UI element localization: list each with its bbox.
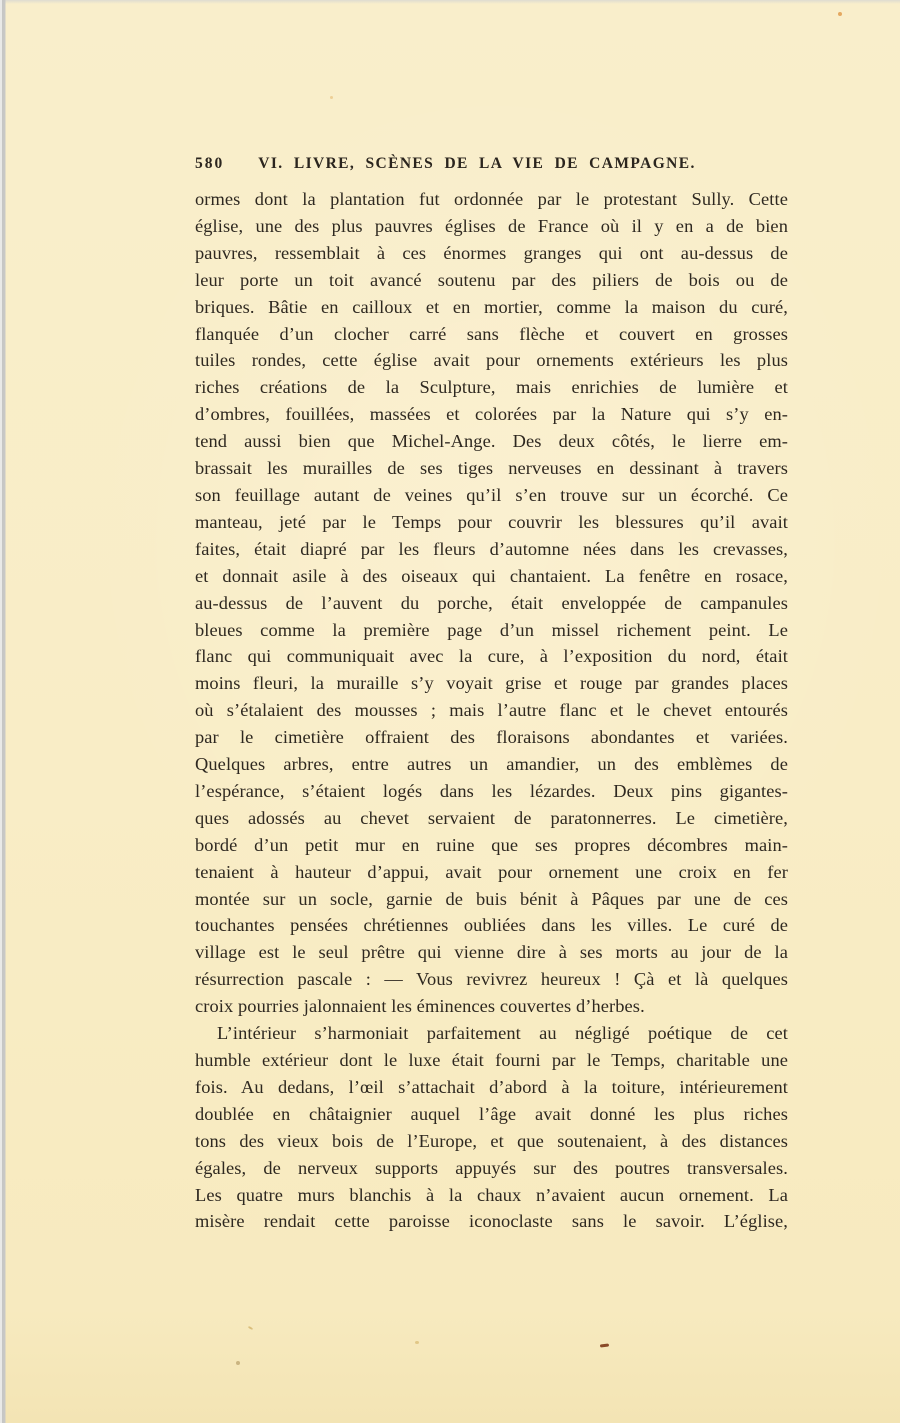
text-line: tenaient à hauteur d’appui, avait pour ornement une croix en fer	[195, 861, 788, 882]
page-edge-top	[0, 0, 900, 4]
paper-speck	[236, 1361, 240, 1365]
text-line: ormes dont la plantation fut ordonnée par le protestant Sully. Cette	[195, 189, 788, 209]
text-line: flanquée d’un clocher carré sans flèche et couvert en grosses	[195, 323, 788, 344]
text-line: touchantes pensées chrétiennes oubliées dans les villes. Le curé de	[195, 915, 788, 936]
text-line: par le cimetière offraient des floraisons abondantes et variées.	[195, 727, 788, 748]
text-line: moins fleuri, la muraille s’y voyait grise et rouge par grandes places	[195, 673, 788, 694]
text-line: tend aussi bien que Michel-Ange. Des deux côtés, le lierre em-	[195, 431, 788, 452]
paper-speck	[838, 12, 842, 16]
text-line: ques adossés au chevet servaient de paratonnerres. Le cimetière,	[195, 807, 788, 828]
text-line: fois. Au dedans, l’œil s’attachait d’abord à la toiture, intérieurement	[195, 1076, 788, 1097]
text-line: pauvres, ressemblait à ces énormes granges qui ont au-dessus de	[195, 242, 788, 263]
text-line: et donnait asile à des oiseaux qui chantaient. La fenêtre en rosace,	[195, 565, 788, 586]
text-line: doublée en châtaignier auquel l’âge avait donné les plus riches	[195, 1103, 788, 1124]
text-line: montée sur un socle, garnie de buis bénit à Pâques par une de ces	[195, 888, 788, 909]
text-line: humble extérieur dont le luxe était fourni par le Temps, charitable une	[195, 1050, 788, 1070]
text-line: bordé d’un petit mur en ruine que ses propres décombres main-	[195, 834, 788, 855]
text-line: leur porte un toit avancé soutenu par des piliers de bois ou de	[195, 269, 788, 290]
text-line: son feuillage autant de veines qu’il s’en trouve sur un écorché. Ce	[195, 484, 788, 505]
text-line: tuiles rondes, cette église avait pour ornements extérieurs les plus	[195, 350, 788, 371]
text-line: faites, était diapré par les fleurs d’automne nées dans les crevasses,	[195, 538, 788, 559]
text-line: manteau, jeté par le Temps pour couvrir les blessures qu’il avait	[195, 511, 788, 532]
page-edge-left	[0, 0, 6, 1423]
text-line: riches créations de la Sculpture, mais enrichies de lumière et	[195, 377, 788, 398]
text-line: village est le seul prêtre qui vienne dire à ses morts au jour de la	[195, 942, 788, 963]
text-line: l’espérance, s’étaient logés dans les lézardes. Deux pins gigantes-	[195, 780, 788, 801]
text-line: Les quatre murs blanchis à la chaux n’avaient aucun ornement. La	[195, 1184, 788, 1205]
paper-speck	[600, 1343, 609, 1347]
text-line: tons des vieux bois de l’Europe, et que soutenaient, à des distances	[195, 1130, 788, 1151]
text-line: au-dessus de l’auvent du porche, était enveloppée de campanules	[195, 592, 788, 613]
text-line: bleues comme la première page d’un missel richement peint. Le	[195, 619, 788, 640]
text-line: où s’étalaient des mousses ; mais l’autre flanc et le chevet entourés	[195, 700, 788, 721]
paper-speck	[415, 1341, 419, 1344]
text-line: brassait les murailles de ses tiges nerveuses en dessinant à travers	[195, 458, 788, 479]
text-line: croix pourries jalonnaient les éminences couvertes d’herbes.	[195, 996, 645, 1017]
text-line: Quelques arbres, entre autres un amandier, un des emblèmes de	[195, 754, 788, 775]
text-line: briques. Bâtie en cailloux et en mortier, comme la maison du curé,	[195, 296, 788, 317]
text-line: égales, de nerveux supports appuyés sur des poutres transversales.	[195, 1157, 788, 1178]
text-block	[195, 186, 788, 1235]
text-line: flanc qui communiquait avec la cure, à l’exposition du nord, était	[195, 646, 788, 667]
running-title: VI. LIVRE, SCÈNES DE LA VIE DE CAMPAGNE.	[258, 155, 696, 172]
text-line: d’ombres, fouillées, massées et colorées par la Nature qui s’y en-	[195, 404, 788, 425]
text-line: misère rendait cette paroisse iconoclaste sans le savoir. L’église,	[195, 1211, 788, 1232]
text-line: résurrection pascale : — Vous revivrez heureux ! Çà et là quelques	[195, 969, 788, 990]
text-line: L’intérieur s’harmoniait parfaitement au négligé poétique de cet	[217, 1023, 788, 1044]
paper-speck	[248, 1326, 253, 1330]
page-header	[195, 155, 789, 173]
page-number: 580	[195, 155, 225, 172]
text-line: église, une des plus pauvres églises de France où il y en a de bien	[195, 215, 788, 236]
paper-speck	[330, 96, 333, 99]
